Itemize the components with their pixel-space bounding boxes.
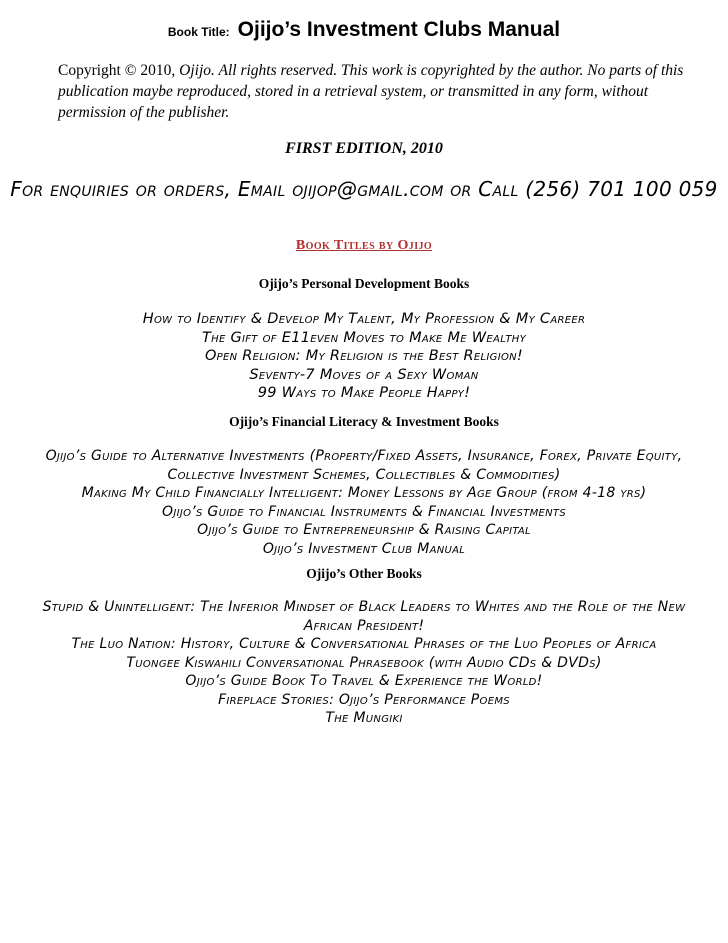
- book-titles-heading: Book Titles by Ojijo: [295, 238, 433, 253]
- book-title-header: [0, 18, 728, 42]
- personal-development-list: [0, 310, 728, 403]
- copyright-text: . All rights reserved. This work is copyrighted by the author. No parts of this publication maybe reproduced, stored in a retrieval system, or transmitted in any form, without permission of the publisher.: [58, 62, 684, 121]
- list-item: 99 Ways to Make People Happy!: [257, 385, 471, 401]
- list-item: Tuongee Kiswahili Conversational Phrasebook (with Audio CDs & DVDs): [126, 654, 602, 671]
- book-title: Ojijo’s Investment Clubs Manual: [237, 18, 561, 41]
- list-item: Fireplace Stories: Ojijo’s Performance Poems: [218, 691, 510, 708]
- list-item: The Luo Nation: History, Culture & Conversational Phrases of the Luo Peoples of Africa: [71, 636, 657, 652]
- book-title-label: Book Title:: [167, 25, 230, 39]
- copyright-author: Ojijo: [179, 62, 212, 79]
- other-books-list: [0, 598, 728, 728]
- enquiries-line: For enquiries or orders, Email ojijop@gmail.com or Call (256) 701 100 059: [10, 177, 718, 201]
- other-books-heading: Ojijo’s Other Books: [306, 566, 422, 581]
- copyright-prefix: Copyright © 2010,: [58, 62, 180, 79]
- list-item: Ojijo’s Investment Club Manual: [262, 540, 466, 557]
- copyright-notice: [58, 60, 698, 123]
- list-item: African President!: [303, 617, 425, 634]
- list-item: Open Religion: My Religion is the Best Religion!: [204, 348, 524, 364]
- personal-development-heading: Ojijo’s Personal Development Books: [258, 276, 470, 291]
- list-item: Making My Child Financially Intelligent: Money Lessons by Age Group (from 4-18 yrs): [81, 485, 647, 501]
- list-item: Ojijo’s Guide to Alternative Investments (Property/Fixed Assets, Insurance, Forex, Private Equity,: [45, 448, 683, 464]
- list-item: Seventy-7 Moves of a Sexy Woman: [249, 366, 479, 383]
- list-item: Ojijo’s Guide to Entrepreneurship & Raising Capital: [197, 522, 531, 538]
- list-item: Ojijo’s Guide Book To Travel & Experience the World!: [185, 673, 543, 689]
- list-item: The Gift of E11even Moves to Make Me Wealthy: [201, 329, 527, 346]
- list-item: The Mungiki: [325, 710, 403, 726]
- list-item: Stupid & Unintelligent: The Inferior Mindset of Black Leaders to Whites and the Role of the New: [42, 599, 686, 615]
- financial-literacy-list: [0, 447, 728, 558]
- list-item: Ojijo’s Guide to Financial Instruments & Financial Investments: [162, 503, 566, 520]
- list-item: Collective Investment Schemes, Collectibles & Commodities): [167, 466, 561, 483]
- edition-statement: FIRST EDITION, 2010: [285, 140, 443, 157]
- financial-literacy-heading: Ojijo’s Financial Literacy & Investment Books: [229, 414, 499, 429]
- list-item: How to Identify & Develop My Talent, My Profession & My Career: [142, 311, 586, 327]
